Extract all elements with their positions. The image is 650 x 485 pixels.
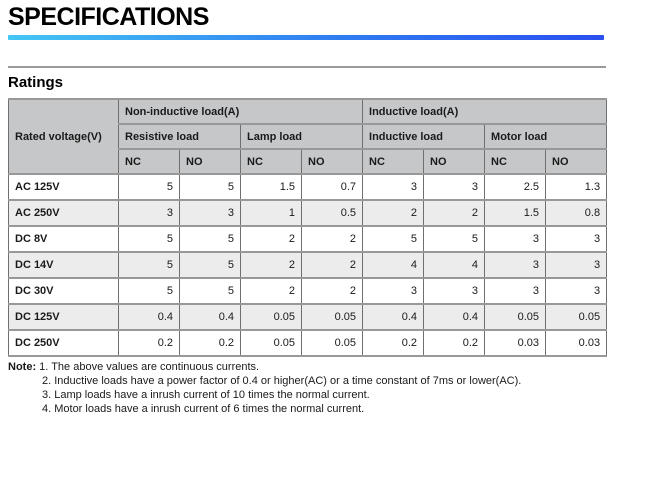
value-cell: 5 <box>119 252 180 278</box>
value-cell: 3 <box>424 278 485 304</box>
value-cell: 0.7 <box>302 174 363 200</box>
value-cell: 1.5 <box>485 200 546 226</box>
value-cell: 3 <box>485 226 546 252</box>
value-cell: 2 <box>363 200 424 226</box>
header-subgroup-resistive-load: Resistive load <box>119 124 241 149</box>
value-cell: 5 <box>119 174 180 200</box>
header-subgroup-lamp-load: Lamp load <box>241 124 363 149</box>
value-cell: 2 <box>302 226 363 252</box>
contact-col-header-no: NO <box>180 149 241 174</box>
table-row-dc-14v <box>9 252 607 278</box>
table-row-ac-250v <box>9 200 607 226</box>
row-label: DC 8V <box>9 226 119 252</box>
value-cell: 3 <box>485 278 546 304</box>
row-label: DC 30V <box>9 278 119 304</box>
contact-col-header-no: NO <box>424 149 485 174</box>
value-cell: 3 <box>363 278 424 304</box>
notes-block <box>8 360 642 416</box>
header-subgroup-motor-load: Motor load <box>485 124 607 149</box>
value-cell: 5 <box>180 278 241 304</box>
row-label: AC 250V <box>9 200 119 226</box>
value-cell: 0.03 <box>485 330 546 356</box>
note-text-4: 4. Motor loads have a inrush current of 6 times the normal current. <box>42 403 365 415</box>
value-cell: 0.05 <box>241 304 302 330</box>
value-cell: 4 <box>424 252 485 278</box>
value-cell: 0.2 <box>424 330 485 356</box>
table-row-dc-30v <box>9 278 607 304</box>
value-cell: 5 <box>180 174 241 200</box>
value-cell: 5 <box>119 226 180 252</box>
value-cell: 5 <box>180 226 241 252</box>
table-row-dc-8v <box>9 226 607 252</box>
value-cell: 2 <box>241 252 302 278</box>
value-cell: 4 <box>363 252 424 278</box>
contact-col-header-no: NO <box>302 149 363 174</box>
ratings-table <box>8 98 607 357</box>
table-row-dc-125v <box>9 304 607 330</box>
table-row-ac-125v <box>9 174 607 200</box>
contact-col-header-nc: NC <box>363 149 424 174</box>
value-cell: 3 <box>424 174 485 200</box>
note-line <box>8 360 642 374</box>
header-group-non-inductive-load: Non-inductive load(A) <box>119 99 363 124</box>
header-rated-voltage: Rated voltage(V) <box>9 99 119 174</box>
value-cell: 0.05 <box>241 330 302 356</box>
value-cell: 1.5 <box>241 174 302 200</box>
value-cell: 3 <box>485 252 546 278</box>
value-cell: 3 <box>180 200 241 226</box>
note-text-1: 1. The above values are continuous currents. <box>39 361 260 373</box>
note-text-2: 2. Inductive loads have a power factor of 0.4 or higher(AC) or a time constant of 7ms or lower(AC). <box>42 375 522 387</box>
value-cell: 0.2 <box>363 330 424 356</box>
contact-col-header-nc: NC <box>119 149 180 174</box>
value-cell: 0.05 <box>546 304 607 330</box>
value-cell: 5 <box>119 278 180 304</box>
contact-col-header-no: NO <box>546 149 607 174</box>
header-subgroup-inductive-load: Inductive load <box>363 124 485 149</box>
note-text-3: 3. Lamp loads have a inrush current of 10 times the normal current. <box>42 389 370 401</box>
accent-bar <box>8 35 604 40</box>
value-cell: 3 <box>546 252 607 278</box>
value-cell: 2.5 <box>485 174 546 200</box>
value-cell: 0.03 <box>546 330 607 356</box>
notes-label: Note: <box>8 361 37 373</box>
value-cell: 2 <box>241 278 302 304</box>
value-cell: 0.05 <box>485 304 546 330</box>
value-cell: 0.5 <box>302 200 363 226</box>
value-cell: 0.4 <box>363 304 424 330</box>
row-label: AC 125V <box>9 174 119 200</box>
value-cell: 0.2 <box>180 330 241 356</box>
value-cell: 3 <box>546 226 607 252</box>
value-cell: 0.2 <box>119 330 180 356</box>
value-cell: 3 <box>546 278 607 304</box>
value-cell: 1.3 <box>546 174 607 200</box>
value-cell: 0.4 <box>424 304 485 330</box>
table-row-dc-250v <box>9 330 607 356</box>
page-title: SPECIFICATIONS <box>8 3 209 31</box>
value-cell: 5 <box>180 252 241 278</box>
row-label: DC 250V <box>9 330 119 356</box>
value-cell: 0.05 <box>302 330 363 356</box>
header-group-inductive-load: Inductive load(A) <box>363 99 607 124</box>
value-cell: 3 <box>119 200 180 226</box>
value-cell: 0.05 <box>302 304 363 330</box>
value-cell: 5 <box>363 226 424 252</box>
value-cell: 0.4 <box>119 304 180 330</box>
row-label: DC 14V <box>9 252 119 278</box>
value-cell: 1 <box>241 200 302 226</box>
value-cell: 2 <box>302 252 363 278</box>
value-cell: 2 <box>241 226 302 252</box>
header-row-groups <box>9 99 607 124</box>
value-cell: 5 <box>424 226 485 252</box>
value-cell: 0.8 <box>546 200 607 226</box>
section-title-ratings: Ratings <box>8 74 64 91</box>
divider-rule <box>8 66 606 68</box>
value-cell: 2 <box>424 200 485 226</box>
contact-col-header-nc: NC <box>241 149 302 174</box>
row-label: DC 125V <box>9 304 119 330</box>
value-cell: 3 <box>363 174 424 200</box>
value-cell: 0.4 <box>180 304 241 330</box>
contact-col-header-nc: NC <box>485 149 546 174</box>
value-cell: 2 <box>302 278 363 304</box>
